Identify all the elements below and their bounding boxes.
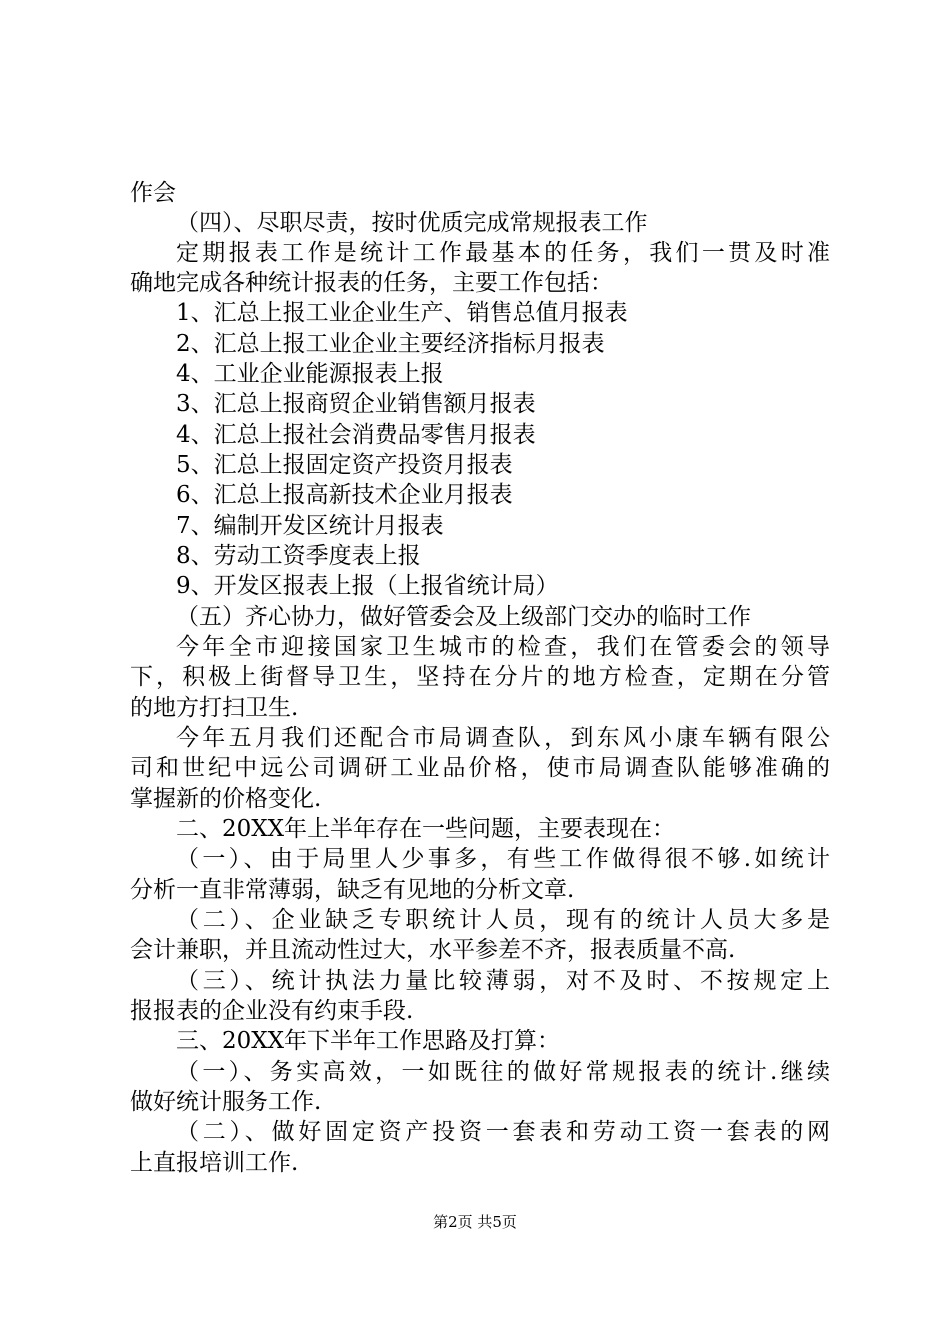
body-line: 报报表的企业没有约束手段.	[130, 998, 414, 1024]
body-line: 掌握新的价格变化.	[130, 786, 322, 812]
list-item: 9、开发区报表上报（上报省统计局）	[176, 573, 559, 599]
body-line: （三）、统计执法力量比较薄弱，对不及时、不按规定上	[176, 968, 830, 994]
section-heading-3: 三、20XX年下半年工作思路及打算：	[176, 1028, 561, 1054]
list-item: 7、编制开发区统计月报表	[176, 513, 444, 539]
body-line: 下，积极上街督导卫生，坚持在分片的地方检查，定期在分管	[130, 664, 830, 690]
body-line: 司和世纪中远公司调研工业品价格，使市局调查队能够准确的	[130, 755, 830, 781]
list-item: 3、汇总上报商贸企业销售额月报表	[176, 391, 536, 417]
list-item: 5、汇总上报固定资产投资月报表	[176, 452, 513, 478]
body-line: 的地方打扫卫生.	[130, 695, 299, 721]
body-line: （一）、务实高效，一如既往的做好常规报表的统计.继续	[176, 1059, 830, 1085]
body-line: （二）、做好固定资产投资一套表和劳动工资一套表的网	[176, 1119, 830, 1145]
list-item: 1、汇总上报工业企业生产、销售总值月报表	[176, 300, 628, 326]
page-number-footer: 第2页 共5页	[433, 1213, 517, 1231]
body-line: （一）、由于局里人少事多，有些工作做得很不够.如统计	[176, 846, 830, 872]
body-line: 做好统计服务工作.	[130, 1089, 322, 1115]
body-line: 作会	[130, 180, 176, 206]
list-item: 4、工业企业能源报表上报	[176, 361, 444, 387]
list-item: 2、汇总上报工业企业主要经济指标月报表	[176, 331, 605, 357]
list-item: 4、汇总上报社会消费品零售月报表	[176, 422, 536, 448]
section-heading-4: （四）、尽职尽责，按时优质完成常规报表工作	[176, 210, 648, 236]
body-line: 今年五月我们还配合市局调查队，到东风小康车辆有限公	[176, 725, 830, 751]
list-item: 6、汇总上报高新技术企业月报表	[176, 482, 513, 508]
list-item: 8、劳动工资季度表上报	[176, 543, 421, 569]
body-line: 上直报培训工作.	[130, 1150, 299, 1176]
body-line: （二）、企业缺乏专职统计人员，现有的统计人员大多是	[176, 907, 830, 933]
body-line: 定期报表工作是统计工作最基本的任务，我们一贯及时准	[176, 240, 830, 266]
section-heading-5: （五）齐心协力，做好管委会及上级部门交办的临时工作	[176, 604, 751, 630]
body-line: 分析一直非常薄弱，缺乏有见地的分析文章.	[130, 877, 575, 903]
body-line: 确地完成各种统计报表的任务，主要工作包括：	[130, 270, 613, 296]
body-line: 今年全市迎接国家卫生城市的检查，我们在管委会的领导	[176, 634, 830, 660]
section-heading-2: 二、20XX年上半年存在一些问题，主要表现在：	[176, 816, 676, 842]
body-line: 会计兼职，并且流动性过大，水平参差不齐，报表质量不高.	[130, 937, 736, 963]
